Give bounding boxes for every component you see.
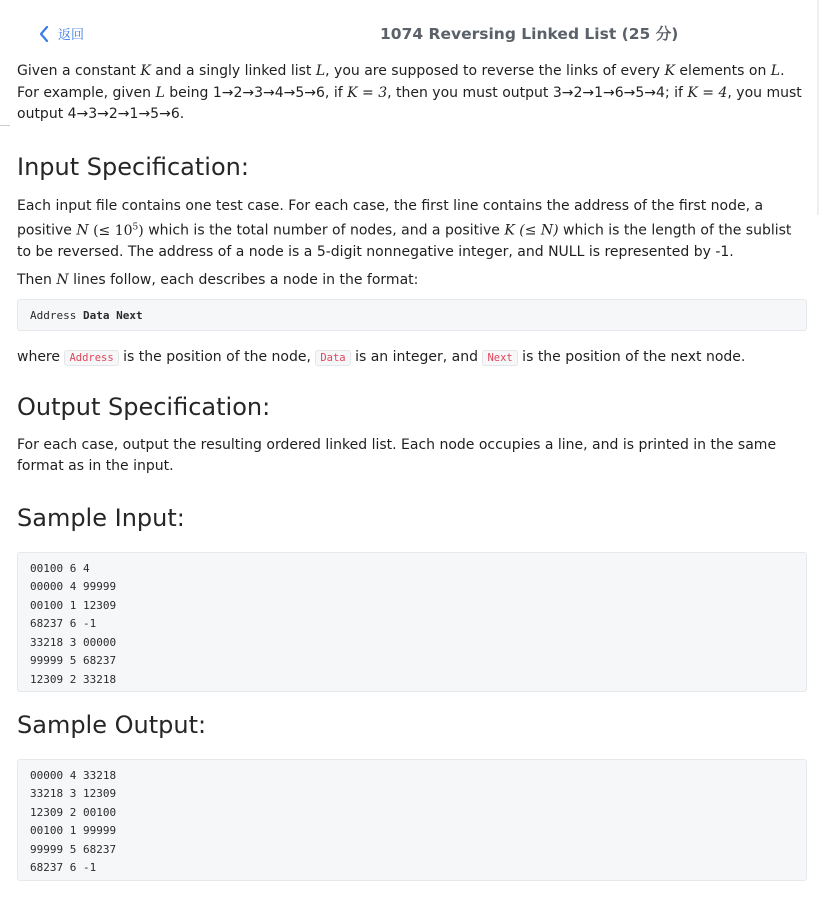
sample-output-line: 00000 4 33218: [30, 768, 117, 782]
sample-input-line: 99999 5 68237: [30, 654, 117, 668]
sample-input-heading: Sample Input:: [17, 503, 185, 532]
sample-input-code: [18, 560, 806, 690]
divider: [0, 125, 10, 126]
sample-input-line: 00100 6 4: [30, 561, 90, 575]
sample-output-code: [18, 767, 806, 878]
sample-output-line: 99999 5 68237: [30, 842, 117, 856]
page-title: 1074 Reversing Linked List (25 分): [380, 25, 679, 43]
sample-input-line: 68237 6 -1: [30, 617, 97, 631]
sample-output-heading: Sample Output:: [17, 710, 207, 739]
code-address: Address: [64, 350, 118, 366]
sample-input-line: 00000 4 99999: [30, 580, 117, 594]
input-lines-paragraph: Then N lines follow, each describes a node in the format:: [17, 271, 419, 288]
back-button[interactable]: [38, 24, 84, 43]
sample-output-line: 33218 3 12309: [30, 787, 117, 801]
top-bar: [0, 14, 819, 54]
sample-output-line: 12309 2 00100: [30, 805, 117, 819]
sample-input-line: 12309 2 33218: [30, 672, 117, 686]
format-address: Address: [30, 308, 77, 322]
sample-input-line: 33218 3 00000: [30, 635, 117, 649]
sample-input-line: 00100 1 12309: [30, 598, 117, 612]
back-label: 返回: [58, 28, 85, 43]
sample-output-line: 00100 1 99999: [30, 824, 117, 838]
sample-output-line: 68237 6 -1: [30, 861, 97, 875]
input-spec-heading: Input Specification:: [17, 152, 249, 181]
code-next: Next: [482, 350, 517, 366]
format-code-block: [17, 299, 807, 331]
input-spec-paragraph: Each input file contains one test case. For each case, the first line contains the address of the first node, a positive N (≤ $10^5$) which is the total number of nodes, and a positive K (≤ N) which is the length of the sublist to be reversed. The address of a node is a 5-digit nonnegative integer, and NULL is represented by -1.: [17, 197, 792, 261]
output-spec-paragraph: For each case, output the resulting ordered linked list. Each node occupies a line, and is printed in the same format as in the input.: [17, 436, 777, 475]
chevron-left-icon: [38, 26, 50, 42]
format-next: Next: [116, 308, 143, 322]
code-data: Data: [315, 350, 350, 366]
sample-output-block[interactable]: [17, 759, 807, 881]
format-description: where Address is the position of the node, Data is an integer, and Next is the position of the next node.: [17, 349, 746, 366]
intro-paragraph: Given a constant K and a singly linked list L, you are supposed to reverse the links of every K elements on L. For example, given L being 1→2→3→4→5→6, if K = 3, then you must output 3→2→1→6→5→4; if K = 4, you must output 4→3→2→1→5→6.: [17, 63, 802, 122]
output-spec-heading: Output Specification:: [17, 392, 271, 421]
problem-content: [17, 61, 807, 881]
sample-input-block[interactable]: [17, 552, 807, 692]
format-data: Data: [82, 308, 110, 322]
